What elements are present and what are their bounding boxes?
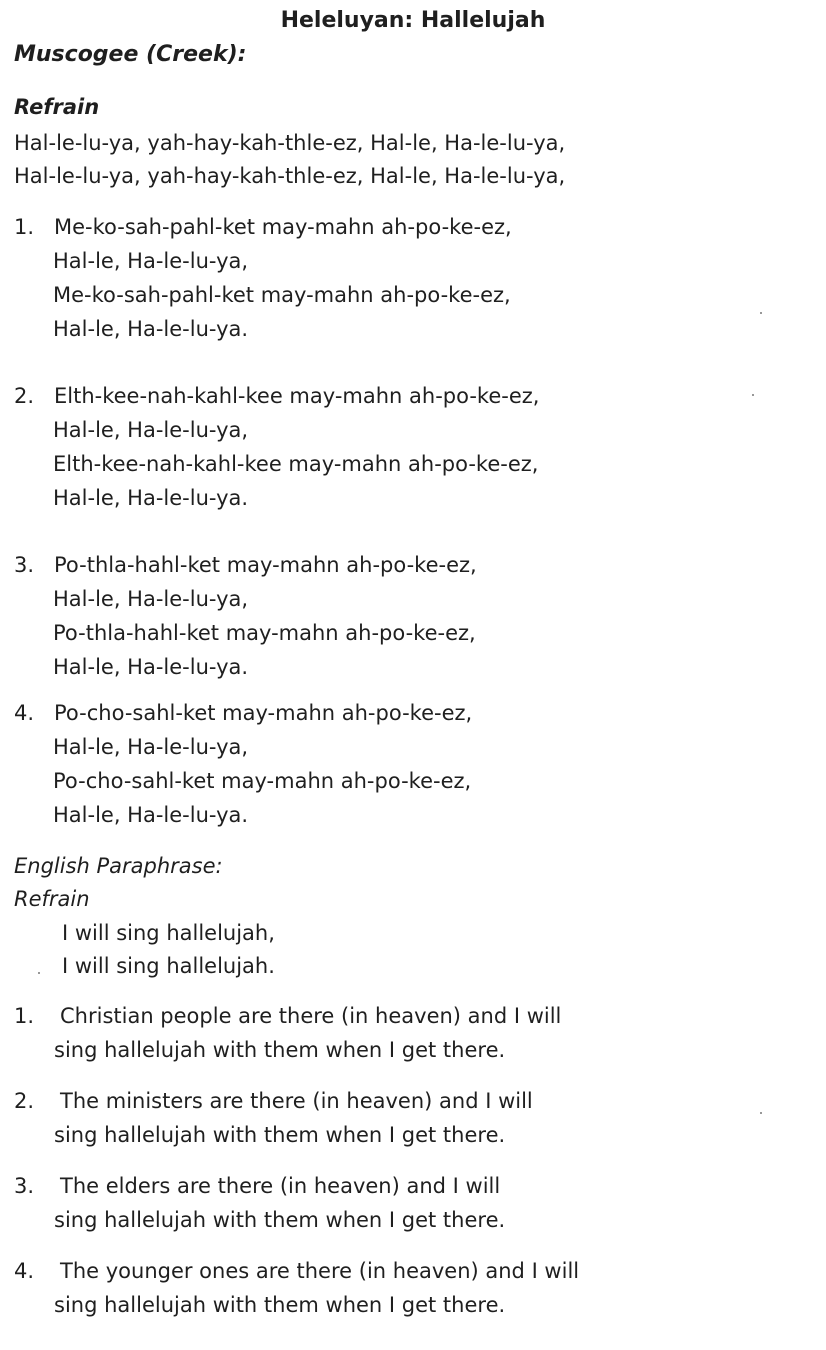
verse-line — [14, 383, 539, 409]
verse-text: Elth-kee-nah-kahl-kee may-mahn ah-po-ke-ez, — [54, 384, 540, 408]
verse-number: 4. — [14, 701, 35, 725]
verse-text: Po-thla-hahl-ket may-mahn ah-po-ke-ez, — [54, 553, 477, 577]
verse-number: 3. — [14, 553, 35, 577]
verse-text: The younger ones are there (in heaven) and I will — [60, 1259, 580, 1283]
muscogee-refrain-line: Hal-le-lu-ya, yah-hay-kah-thle-ez, Hal-le, Ha-le-lu-ya, — [14, 164, 566, 188]
verse-line — [14, 1088, 533, 1114]
verse-number: 2. — [14, 1089, 35, 1113]
verse-number: 2. — [14, 384, 35, 408]
verse-line: Po-thla-hahl-ket may-mahn ah-po-ke-ez, — [53, 621, 476, 645]
verse-line: Hal-le, Ha-le-lu-ya, — [53, 735, 249, 759]
english-refrain-line: I will sing hallelujah, — [62, 921, 275, 945]
verse-line — [14, 552, 477, 578]
verse-line: Me-ko-sah-pahl-ket may-mahn ah-po-ke-ez, — [53, 283, 511, 307]
verse-line: sing hallelujah with them when I get there. — [54, 1293, 506, 1317]
verse-text: The ministers are there (in heaven) and I will — [60, 1089, 533, 1113]
verse-number: 1. — [14, 1004, 35, 1028]
verse-line: Hal-le, Ha-le-lu-ya. — [53, 317, 249, 341]
verse-line: sing hallelujah with them when I get there. — [54, 1208, 506, 1232]
verse-line — [14, 700, 472, 726]
language-label: Muscogee (Creek): — [14, 42, 247, 67]
english-refrain-line: I will sing hallelujah. — [62, 954, 275, 978]
page-title: Heleluyan: Hallelujah — [280, 8, 546, 33]
scan-speck — [760, 312, 762, 314]
scan-speck — [760, 1112, 762, 1114]
verse-number: 4. — [14, 1259, 35, 1283]
verse-line — [14, 1173, 500, 1199]
english-heading: English Paraphrase: — [14, 854, 223, 878]
verse-line — [14, 214, 512, 240]
verse-line — [14, 1003, 561, 1029]
verse-line: Hal-le, Ha-le-lu-ya. — [53, 803, 249, 827]
verse-line: sing hallelujah with them when I get there. — [54, 1123, 506, 1147]
verse-text: Me-ko-sah-pahl-ket may-mahn ah-po-ke-ez, — [54, 215, 512, 239]
verse-line — [14, 1258, 579, 1284]
verse-text: The elders are there (in heaven) and I will — [60, 1174, 501, 1198]
verse-line: Hal-le, Ha-le-lu-ya. — [53, 655, 249, 679]
verse-number: 1. — [14, 215, 35, 239]
muscogee-refrain-label: Refrain — [14, 95, 100, 119]
verse-line: Hal-le, Ha-le-lu-ya, — [53, 249, 249, 273]
verse-line: Hal-le, Ha-le-lu-ya, — [53, 418, 249, 442]
verse-line: Hal-le, Ha-le-lu-ya, — [53, 587, 249, 611]
muscogee-refrain-line: Hal-le-lu-ya, yah-hay-kah-thle-ez, Hal-le, Ha-le-lu-ya, — [14, 131, 566, 155]
verse-number: 3. — [14, 1174, 35, 1198]
verse-line: Hal-le, Ha-le-lu-ya. — [53, 486, 249, 510]
english-refrain-label: Refrain — [14, 887, 90, 911]
verse-text: Po-cho-sahl-ket may-mahn ah-po-ke-ez, — [54, 701, 473, 725]
verse-line: Elth-kee-nah-kahl-kee may-mahn ah-po-ke-ez, — [53, 452, 539, 476]
scan-speck — [752, 394, 754, 396]
verse-line: sing hallelujah with them when I get there. — [54, 1038, 506, 1062]
verse-line: Po-cho-sahl-ket may-mahn ah-po-ke-ez, — [53, 769, 472, 793]
scan-speck — [38, 972, 40, 974]
verse-text: Christian people are there (in heaven) and I will — [60, 1004, 562, 1028]
